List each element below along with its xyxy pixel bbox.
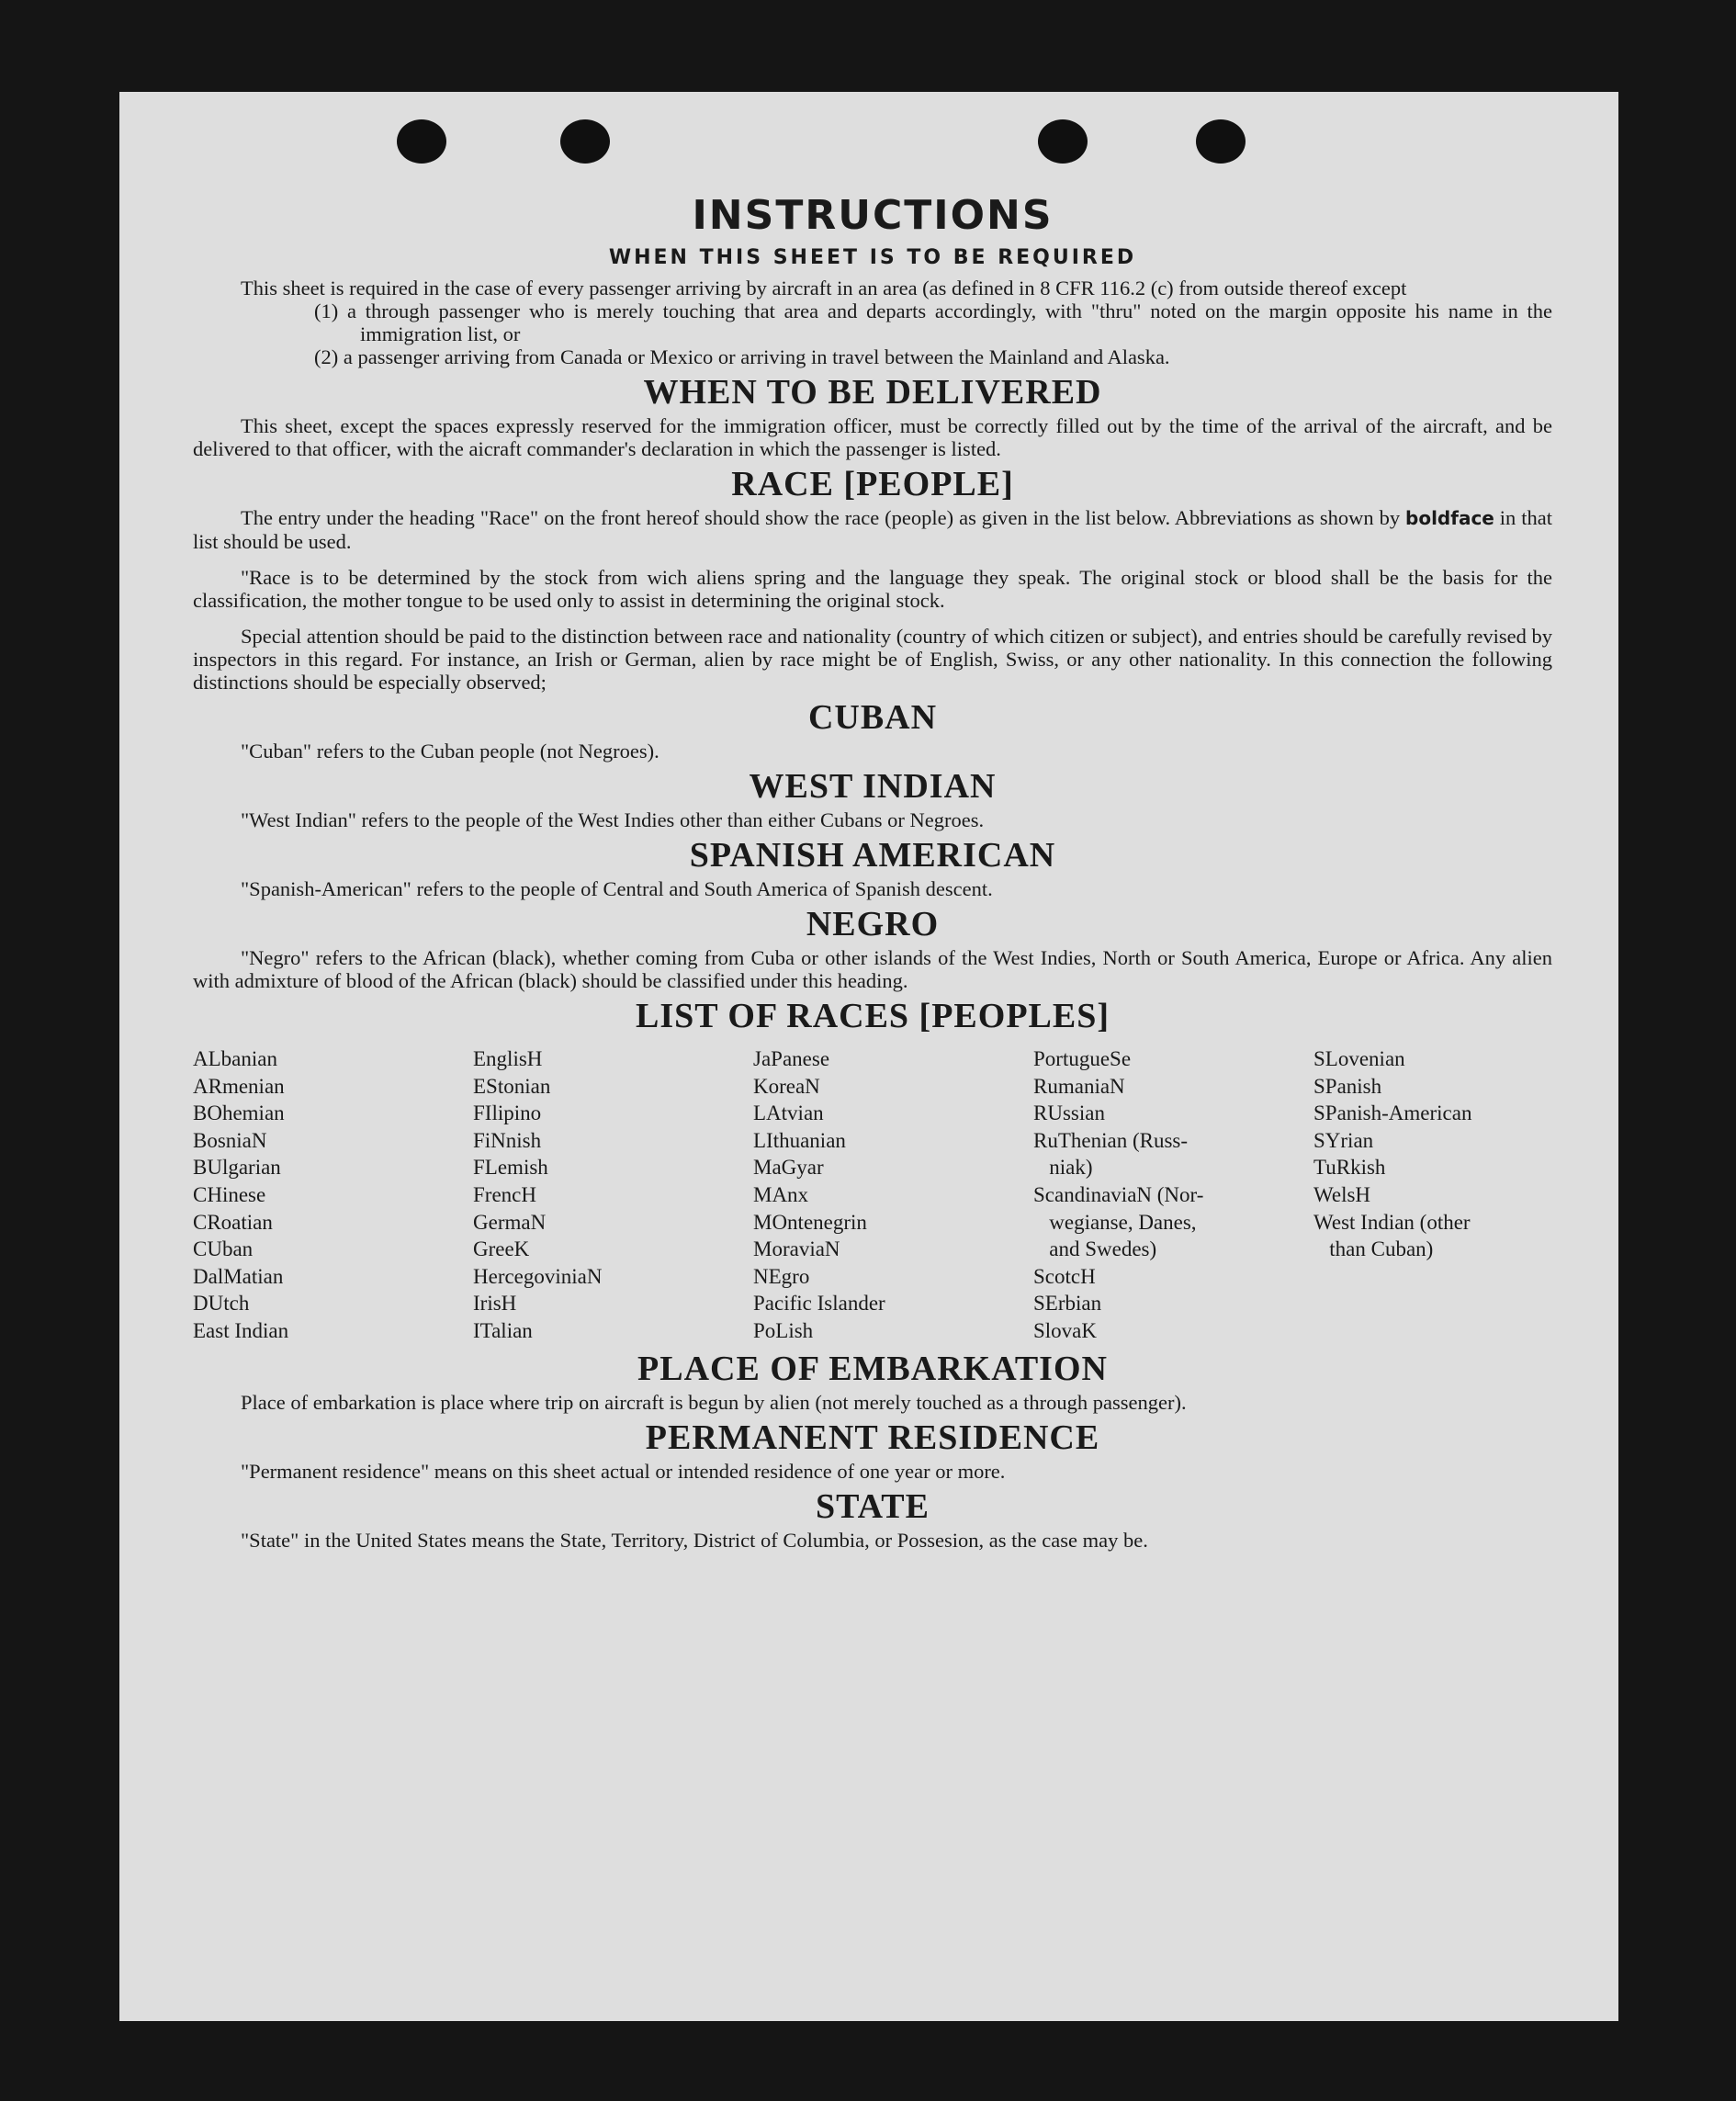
race-item: ScandinaviaN (Nor- (1033, 1182, 1204, 1206)
race-item: ITalian (473, 1318, 533, 1342)
race-paragraph-3: Special attention should be paid to the distinction between race and nationality (country of which citizen or subject), and entries should be carefully revised by inspectors in this regard. For instance, an Irish or German, alien by race might be of English, Swiss, or any other nationality. In this connection the following distinctions should be especially observed; (193, 625, 1552, 694)
race-item: wegianse, Danes, (1033, 1210, 1197, 1234)
race-item: SPanish-American (1313, 1101, 1472, 1125)
heading-spanish-american: SPANISH AMERICAN (689, 836, 1056, 875)
heading-place-of-embarkation: PLACE OF EMBARKATION (637, 1349, 1108, 1388)
race-item: NEgro (753, 1264, 810, 1288)
page-title: INSTRUCTIONS (692, 192, 1054, 239)
race-item: and Swedes) (1033, 1237, 1157, 1261)
race-item: than Cuban) (1313, 1237, 1434, 1261)
document-page (119, 92, 1618, 2021)
race-item: JaPanese (753, 1047, 830, 1070)
race-item: TuRkish (1313, 1156, 1386, 1180)
west-indian-text: "West Indian" refers to the people of the West Indies other than either Cubans or Negroes. (241, 808, 985, 831)
race-item: GermaN (473, 1210, 547, 1234)
race-item: CHinese (193, 1182, 266, 1206)
race-item: SLovenian (1313, 1047, 1405, 1070)
race-item: FrencH (473, 1182, 536, 1206)
punch-hole (1196, 119, 1246, 164)
page-subtitle: WHEN THIS SHEET IS TO BE REQUIRED (608, 246, 1137, 269)
race-item: HercegoviniaN (473, 1264, 603, 1288)
races-column (193, 1045, 468, 1345)
punch-hole (397, 119, 446, 164)
heading-permanent-residence: PERMANENT RESIDENCE (645, 1418, 1100, 1457)
embarkation-text: Place of embarkation is place where trip on aircraft is begun by alien (not merely touched as a through passenger). (241, 1390, 1187, 1414)
race-item: MaGyar (753, 1156, 824, 1180)
race-item: BUlgarian (193, 1156, 281, 1180)
race-item: CRoatian (193, 1210, 273, 1234)
race-item: MoraviaN (753, 1237, 840, 1261)
race-item: LAtvian (753, 1101, 824, 1125)
race-item: DUtch (193, 1292, 250, 1316)
race-p1-text-end: in that list should be used. (193, 506, 1552, 553)
race-item: Pacific Islander (753, 1292, 885, 1316)
race-item: BOhemian (193, 1101, 285, 1125)
race-item: WelsH (1313, 1182, 1371, 1206)
heading-when-delivered: WHEN TO BE DELIVERED (643, 373, 1102, 412)
race-p1-text: The entry under the heading "Race" on the front hereof should show the race (people) as given in the list below. Abbreviations as shown by (241, 506, 1406, 529)
heading-negro: NEGRO (806, 905, 940, 943)
heading-race: RACE [PEOPLE] (731, 465, 1014, 503)
race-item: FiNnish (473, 1128, 542, 1152)
race-item: GreeK (473, 1237, 530, 1261)
race-item: EnglisH (473, 1047, 543, 1070)
race-paragraph-2: "Race is to be determined by the stock from wich aliens spring and the language they speak. The original stock or blood shall be the basis for the classification, the mother tongue to be used only to assist in determining the original stock. (193, 566, 1552, 612)
required-clause-2: (2) a passenger arriving from Canada or Mexico or arriving in travel between the Mainland and Alaska. (314, 345, 1170, 368)
race-item: CUban (193, 1237, 254, 1261)
race-p1-boldface: boldface (1405, 507, 1494, 529)
race-item: niak) (1033, 1156, 1093, 1180)
race-item: BosniaN (193, 1128, 267, 1152)
races-list (193, 1045, 1552, 1345)
race-item: RuThenian (Russ- (1033, 1128, 1189, 1152)
state-text: "State" in the United States means the State, Territory, District of Columbia, or Possesion, as the case may be. (241, 1528, 1148, 1552)
document-body (193, 193, 1552, 1552)
cuban-text: "Cuban" refers to the Cuban people (not Negroes). (241, 740, 659, 762)
race-item: MOntenegrin (753, 1210, 867, 1234)
punch-hole (560, 119, 610, 164)
negro-text: "Negro" refers to the African (black), whether coming from Cuba or other islands of the West Indies, North or South America, Europe or Africa. Any alien with admixture of blood of the African (black) should be classified under this heading. (193, 946, 1552, 992)
race-item: PoLish (753, 1318, 814, 1342)
race-item: PortugueSe (1033, 1047, 1132, 1070)
race-paragraph-1 (193, 506, 1552, 553)
race-item: FLemish (473, 1156, 548, 1180)
race-item: SlovaK (1033, 1318, 1097, 1342)
race-item: SYrian (1313, 1128, 1374, 1152)
delivered-text: This sheet, except the spaces expressly reserved for the immigration officer, must be correctly filled out by the time of the arrival of the aircraft, and be delivered to that officer, with the aicraft commander's declaration in which the passenger is listed. (193, 414, 1552, 460)
heading-cuban: CUBAN (807, 698, 938, 737)
race-item: MAnx (753, 1182, 809, 1206)
race-item: DalMatian (193, 1264, 284, 1288)
race-item: IrisH (473, 1292, 517, 1316)
races-column (1313, 1045, 1552, 1345)
race-item: RumaniaN (1033, 1074, 1125, 1098)
heading-west-indian: WEST INDIAN (749, 767, 997, 806)
race-item: ALbanian (193, 1047, 277, 1070)
races-column (1033, 1045, 1309, 1345)
race-item: LIthuanian (753, 1128, 846, 1152)
race-item: West Indian (other (1313, 1210, 1471, 1234)
race-item: RUssian (1033, 1101, 1105, 1125)
race-item: SErbian (1033, 1292, 1102, 1316)
heading-state: STATE (816, 1486, 930, 1526)
race-item: East Indian (193, 1318, 289, 1342)
spanish-american-text: "Spanish-American" refers to the people of Central and South America of Spanish descent. (241, 877, 993, 900)
heading-list-of-races: LIST OF RACES [PEOPLES] (635, 997, 1110, 1035)
required-clause-1: (1) a through passenger who is merely touching that area and departs accordingly, with "thru" noted on the margin opposite his name in the immigration list, or (314, 299, 1552, 345)
residence-text: "Permanent residence" means on this sheet actual or intended residence of one year or more. (241, 1459, 1006, 1483)
race-item: ScotcH (1033, 1264, 1096, 1288)
races-column (473, 1045, 749, 1345)
races-column (753, 1045, 1029, 1345)
race-item: SPanish (1313, 1074, 1382, 1098)
race-item: KoreaN (753, 1074, 820, 1098)
required-intro: This sheet is required in the case of every passenger arriving by aircraft in an area (as defined in 8 CFR 116.2 (c) from outside thereof except (241, 277, 1407, 299)
race-item: FIlipino (473, 1101, 542, 1125)
race-item: EStonian (473, 1074, 551, 1098)
punch-hole (1038, 119, 1088, 164)
race-item: ARmenian (193, 1074, 285, 1098)
